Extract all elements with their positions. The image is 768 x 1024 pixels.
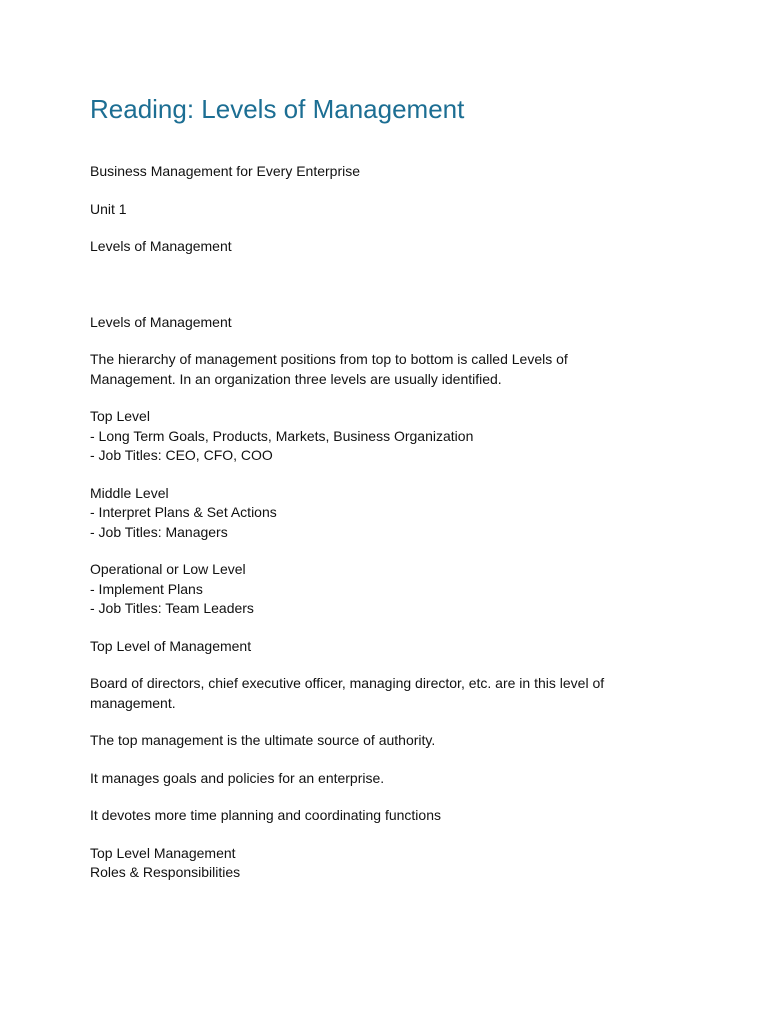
level-point: - Interpret Plans & Set Actions: [90, 504, 277, 520]
section-heading: Levels of Management: [90, 313, 232, 330]
intro-line: Management. In an organization three levels are usually identified.: [90, 370, 502, 387]
intro-paragraph: [90, 350, 708, 389]
level-block-operational: [90, 560, 708, 619]
level-point: - Job Titles: Team Leaders: [90, 600, 254, 616]
page-title: Reading: Levels of Management: [90, 94, 465, 124]
top-level-heading: Top Level of Management: [90, 637, 252, 654]
roles-heading-line: Roles & Responsibilities: [90, 864, 241, 880]
level-point: - Implement Plans: [90, 580, 203, 597]
statement-authority: The top management is the ultimate source of authority.: [90, 732, 436, 748]
unit-label: Unit 1: [90, 200, 127, 217]
roles-heading-line: Top Level Management: [90, 844, 236, 861]
level-point: - Job Titles: Managers: [90, 523, 228, 540]
top-level-description: [90, 674, 708, 713]
level-name: Top Level: [90, 408, 150, 424]
level-name: Operational or Low Level: [90, 561, 246, 577]
level-block-top: [90, 407, 708, 466]
level-block-middle: [90, 484, 708, 543]
level-point: - Long Term Goals, Products, Markets, Business Organization: [90, 427, 474, 444]
description-line: Board of directors, chief executive officer, managing director, etc. are in this level of: [90, 675, 605, 691]
topic-label: Levels of Management: [90, 238, 232, 254]
level-point: - Job Titles: CEO, CFO, COO: [90, 447, 273, 463]
statement-goals: It manages goals and policies for an enterprise.: [90, 769, 385, 786]
statement-planning: It devotes more time planning and coordinating functions: [90, 807, 441, 823]
roles-heading: [90, 844, 708, 883]
intro-line: The hierarchy of management positions from top to bottom is called Levels of: [90, 351, 568, 367]
course-name: Business Management for Every Enterprise: [90, 163, 361, 179]
description-line: management.: [90, 694, 176, 711]
level-name: Middle Level: [90, 484, 169, 501]
